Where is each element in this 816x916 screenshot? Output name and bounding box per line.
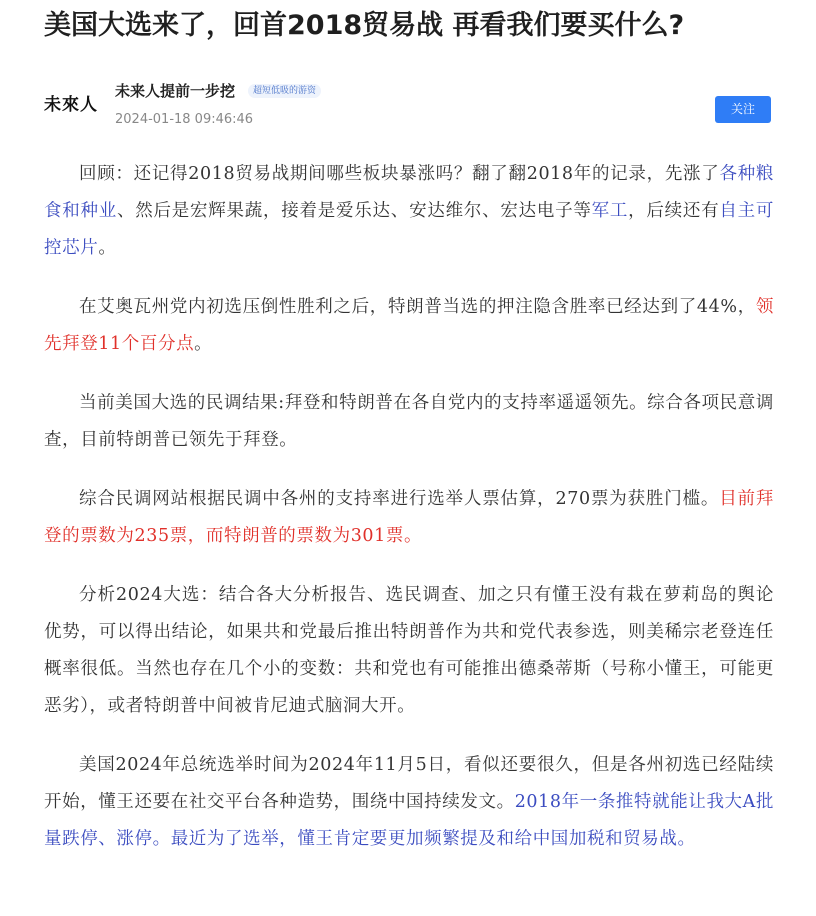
paragraph-polls [44,385,774,459]
article-body [44,156,774,880]
text: 。 [194,334,213,354]
publish-time: 2024-01-18 09:46:46 [115,112,254,127]
text: 当前美国大选的民调结果:拜登和特朗普在各自党内的支持率遥遥领先。综合各项民意调查，目前特朗普已领先于拜登。 [44,393,774,450]
paragraph-analysis [44,577,774,725]
author-name[interactable]: 未来人提前一步挖 [115,82,236,100]
text: 在艾奥瓦州党内初选压倒性胜利之后，特朗普当选的押注隐含胜率已经达到了44%， [79,297,756,317]
author-bar [0,76,816,136]
author-tag-badge: 超短低吸的游资 [248,84,321,98]
highlight-vote-count: 目前拜登的票数为235票，而特朗普的票数为301票。 [44,489,774,546]
text: 分析2024大选：结合各大分析报告、选民调查、加之只有懂王没有栽在萝莉岛的舆论优势，可以得出结论，如果共和党最后推出特朗普作为共和党代表参选，则美稀宗老登连任概率很低。当然也存在几个小的变数：共和党也有可能推出德桑蒂斯（号称小懂王，可能更恶劣），或者特朗普中间被肯尼迪式脑洞大开。 [44,585,774,716]
article-title: 美国大选来了，回首2018贸易战 再看我们要买什么? [44,10,685,41]
paragraph-election-date [44,747,774,858]
follow-button[interactable]: 关注 [715,96,771,123]
author-logo[interactable]: 未來人 [44,95,98,115]
text: 美国2024年总统选举时间为2024年11月5日，看似还要很久，但是各州初选已经陆续开始，懂王还要在社交平台各种造势，围绕中国持续发文。 [44,755,774,812]
highlight-lead: 领先拜登11个百分点 [44,297,774,354]
paragraph-electoral-votes [44,481,774,555]
link-2018-tweet[interactable]: 2018年一条推特就能让我大A批量跌停、涨停。最近为了选举，懂王肯定要更加频繁提及和给中国加税和贸易战。 [44,792,774,849]
stock-link-chips[interactable]: 自主可控芯片 [44,201,774,258]
text: 综合民调网站根据民调中各州的支持率进行选举人票估算，270票为获胜门槛。 [79,489,720,509]
text: ，后续还有 [628,201,720,221]
stock-link-military[interactable]: 军工 [591,201,629,221]
text: 回顾：还记得2018贸易战期间哪些板块暴涨吗？翻了翻2018年的记录，先涨了 [79,164,720,184]
paragraph-iowa [44,289,774,363]
stock-link-grain-seed[interactable]: 各种粮食和种业 [44,164,774,221]
paragraph-review [44,156,774,267]
text: 、然后是宏辉果蔬，接着是爱乐达、安达维尔、宏达电子等 [117,201,592,221]
text: 。 [98,238,117,258]
